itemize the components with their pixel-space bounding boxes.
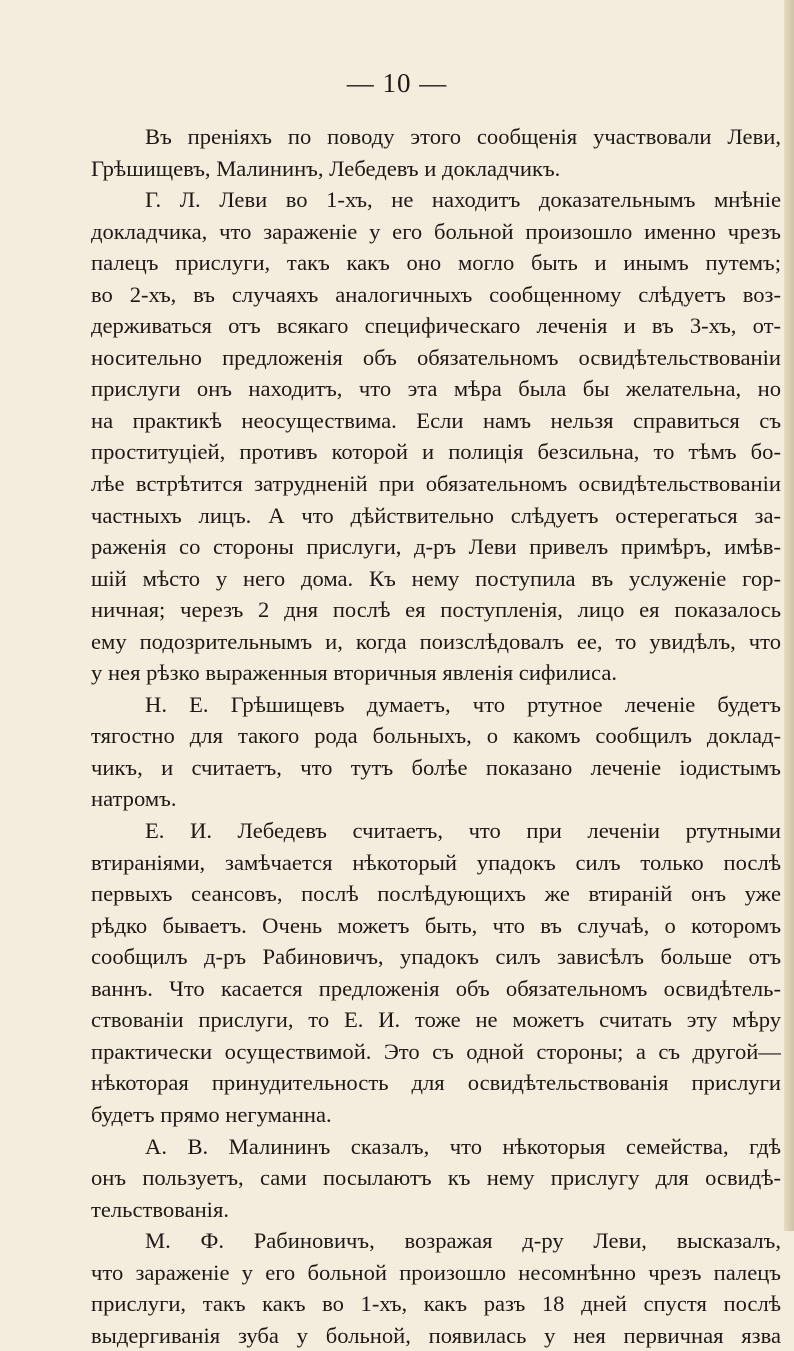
text-line: на практикѣ неосуществима. Если намъ нельзя справиться съ [91, 407, 781, 433]
text-line: рѣдко бываетъ. Очень можетъ быть, что въ случаѣ, о которомъ [91, 912, 781, 938]
text-line: лѣе встрѣтится затрудненій при обязательномъ освидѣтельствованіи [91, 471, 781, 497]
text-line: втираніями, замѣчается нѣкоторый упадокъ силъ только послѣ [91, 849, 781, 875]
text-line: сообщилъ д-ръ Рабиновичъ, упадокъ силъ зависѣлъ больше отъ [91, 944, 781, 970]
text-line: выдергиванія зуба у больной, появилась у нея первичная язва [91, 1322, 781, 1348]
text-line: шій мѣсто у него дома. Къ нему поступила въ услуженіе гор- [91, 565, 781, 591]
body-text [91, 121, 781, 1351]
text-line: натромъ. [91, 786, 177, 812]
text-line: Грѣшищевъ, Малининъ, Лебедевъ и докладчикъ. [91, 155, 561, 181]
text-line: частныхъ лицъ. А что дѣйствительно слѣдуетъ остерегаться за- [91, 502, 781, 528]
text-line: Н. Е. Грѣшищевъ думаетъ, что ртутное леченіе будетъ [145, 691, 781, 717]
text-line: Е. И. Лебедевъ считаетъ, что при леченіи ртутными [145, 818, 781, 844]
text-line: во 2-хъ, въ случаяхъ аналогичныхъ сообщенному слѣдуетъ воз- [91, 281, 781, 307]
text-line: ваннъ. Что касается предложенія объ обязательномъ освидѣтель- [91, 975, 781, 1001]
text-line: докладчика, что зараженіе у его больной произошло именно чрезъ [91, 218, 781, 244]
text-line: раженія со стороны прислуги, д-ръ Леви привелъ примѣръ, имѣв- [91, 534, 781, 560]
text-line: нѣкоторая принудительность для освидѣтельствованія прислуги [91, 1070, 781, 1096]
text-line: проституціей, противъ которой и полиція безсильна, то тѣмъ бо- [91, 439, 781, 465]
text-line: прислуги онъ находитъ, что эта мѣра была бы желательна, но [91, 376, 781, 402]
text-line: что зараженіе у его больной произошло несомнѣнно чрезъ палецъ [91, 1259, 781, 1285]
text-line: ему подозрительнымъ и, когда поизслѣдовалъ ее, то увидѣлъ, что [91, 628, 781, 654]
text-line: чикъ, и считаетъ, что тутъ болѣе показано леченіе іодистымъ [91, 754, 781, 780]
text-line: прислуги, такъ какъ во 1-хъ, какъ разъ 18 дней спустя послѣ [91, 1291, 781, 1317]
text-line: тельствованія. [91, 1196, 230, 1222]
text-line: практически осуществимой. Это съ одной стороны; а съ другой— [91, 1038, 781, 1064]
page-edge [784, 0, 794, 1231]
text-line: носительно предложенія объ обязательномъ освидѣтельствованіи [91, 344, 781, 370]
text-line: первыхъ сеансовъ, послѣ послѣдующихъ же втираній онъ уже [91, 881, 781, 907]
text-line: А. В. Малининъ сказалъ, что нѣкоторыя семейства, гдѣ [145, 1133, 781, 1159]
text-line: онъ пользуетъ, сами посылаютъ къ нему прислугу для освидѣ- [91, 1165, 781, 1191]
page-number: — 10 — [346, 68, 448, 98]
text-line: ничная; черезъ 2 дня послѣ ея поступленія, лицо ея показалось [91, 597, 781, 623]
text-line: Въ преніяхъ по поводу этого сообщенія участвовали Леви, [145, 124, 781, 149]
text-line: М. Ф. Рабиновичъ, возражая д-ру Леви, высказалъ, [145, 1228, 781, 1254]
text-line: тягостно для такого рода больныхъ, о какомъ сообщилъ доклад- [91, 723, 781, 749]
text-line: Г. Л. Леви во 1-хъ, не находитъ доказательнымъ мнѣніе [145, 187, 781, 213]
text-line: у нея рѣзко выраженныя вторичныя явленія сифилиса. [91, 660, 617, 686]
text-line: палецъ прислуги, такъ какъ оно могло быть и инымъ путемъ; [91, 250, 781, 276]
text-line: держиваться отъ всякаго специфическаго леченія и въ 3-хъ, от- [91, 313, 781, 339]
text-line: ствованіи прислуги, то Е. И. тоже не можетъ считать эту мѣру [91, 1007, 781, 1033]
text-line: будетъ прямо негуманна. [91, 1101, 332, 1127]
